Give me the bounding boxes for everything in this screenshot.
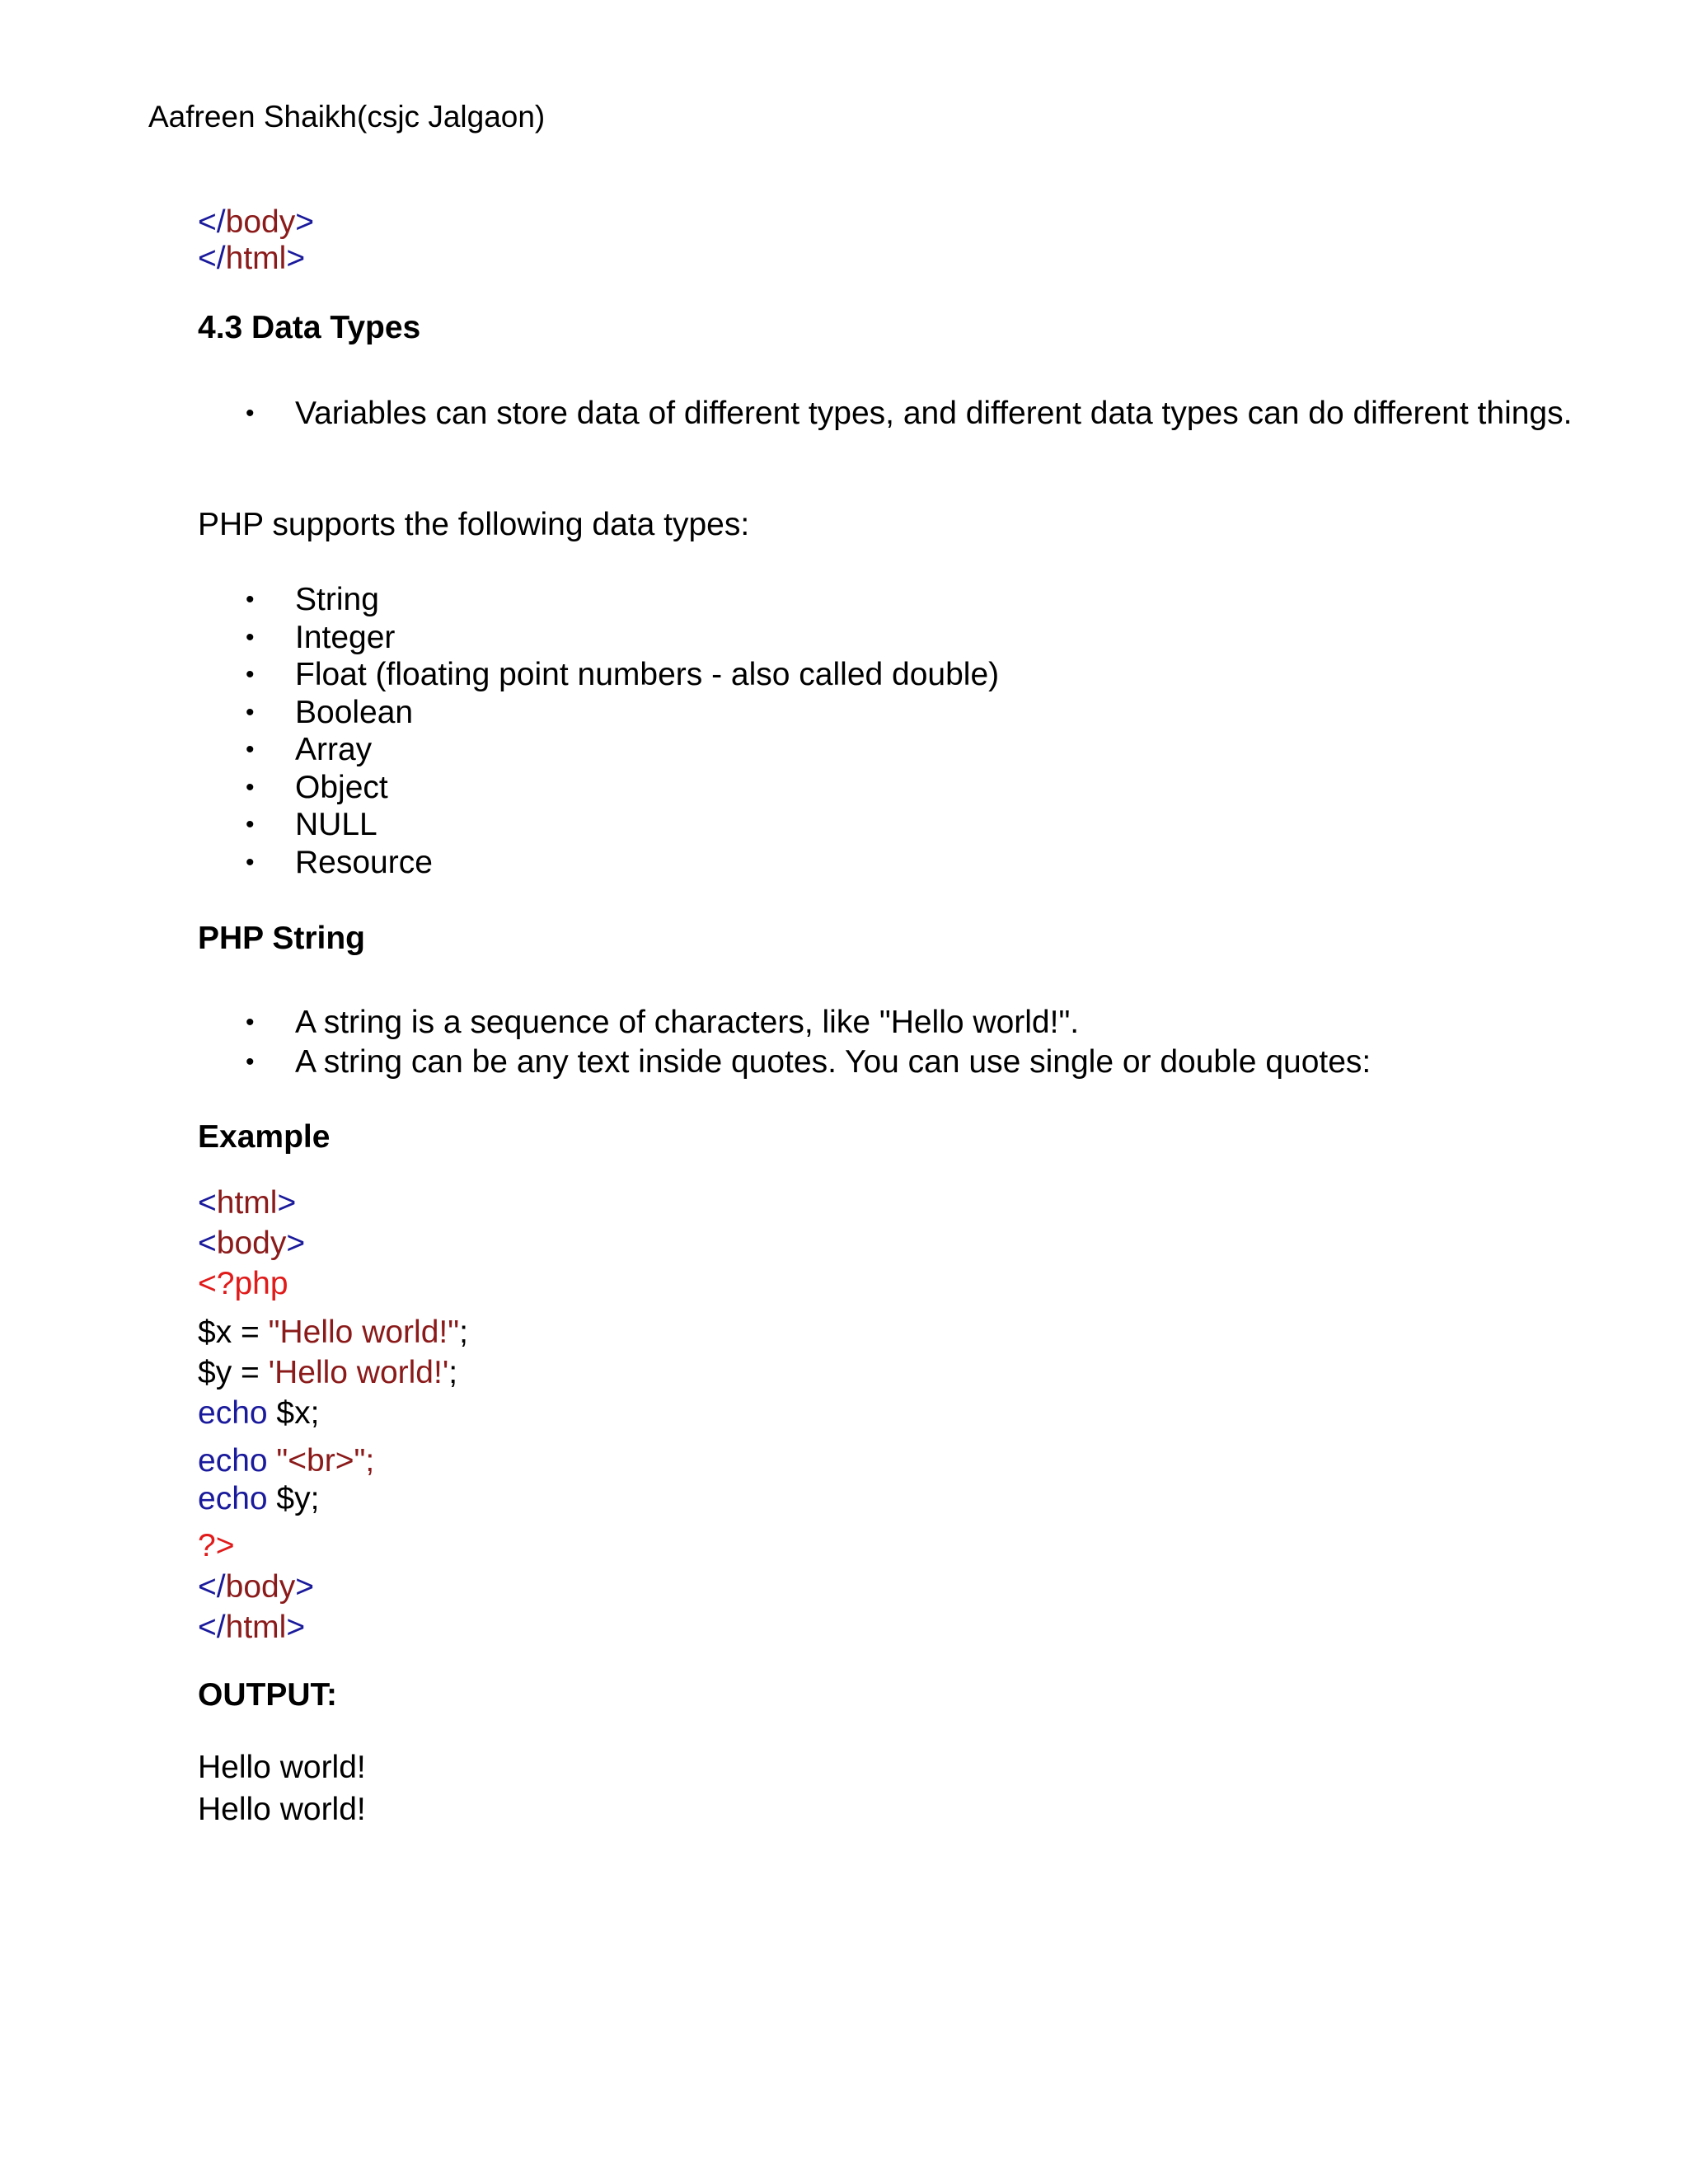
bullet-icon: • [246,1009,255,1036]
code-php-close: ?> [198,1528,235,1563]
bullet-icon: • [246,661,255,688]
output-line: Hello world! [198,1750,366,1785]
code-tag-name: html [225,241,287,276]
bullet-icon: • [246,736,255,763]
code-echo-x: echo $x; [198,1395,320,1431]
code-close-html: </html> [198,1610,306,1645]
intro-bullet-text: Variables can store data of different types, and different data types can do different things. [295,396,1573,431]
code-tag-open-bracket: </ [198,241,226,276]
bullet-icon: • [246,699,255,726]
code-close-html-top [198,239,305,279]
bullet-icon: • [246,1048,255,1076]
code-tag-open-bracket: </ [198,204,226,240]
code-close-body: </body> [198,1569,314,1605]
section-title: 4.3 Data Types [198,310,421,345]
code-php-open: <?php [198,1266,288,1301]
bullet-icon: • [246,774,255,801]
bullet-icon: • [246,586,255,613]
code-tag-close-bracket: > [286,241,306,276]
page-header-author: Aafreen Shaikh(csjc Jalgaon) [148,100,546,134]
code-tag-close-bracket: > [295,204,314,240]
code-echo-y: echo $y; [198,1481,320,1516]
document-page: Aafreen Shaikh(csjc Jalgaon) </body> </html> 4.3 Data Types • Variables can store data of different types, and different data types can do different things. PHP supports the following data types: • String • Integer • Float (floating point numbers - also called double) • Boolean • Array • Object • NULL • Resource PHP String • A string is a sequence of characters, like "Hello world!". • A string can be any text inside quotes. You can use single or double quotes: Example <html> <body> <?php $x = "Hello world!"; $y = 'Hello world!'; echo $x; echo "<br>"; echo $y; ?> </body> </html> OUTPUT: Hello world! Hello world! [0,0,1688,2184]
code-open-html: <html> [198,1185,297,1221]
output-title: OUTPUT: [198,1677,337,1713]
code-y-assign: $y = 'Hello world!'; [198,1355,458,1390]
bullet-icon: • [246,400,255,427]
bullet-icon: • [246,624,255,651]
code-tag-name: body [225,204,296,240]
code-close-body-top [198,203,314,242]
example-title: Example [198,1119,331,1155]
php-string-title: PHP String [198,921,365,956]
code-echo-br: echo "<br>"; [198,1443,375,1479]
supports-text: PHP supports the following data types: [198,507,750,542]
code-x-assign: $x = "Hello world!"; [198,1315,468,1350]
bullet-icon: • [246,849,255,876]
code-open-body: <body> [198,1226,306,1261]
output-line: Hello world! [198,1792,366,1827]
bullet-icon: • [246,811,255,838]
intro-bullet [198,397,1615,471]
